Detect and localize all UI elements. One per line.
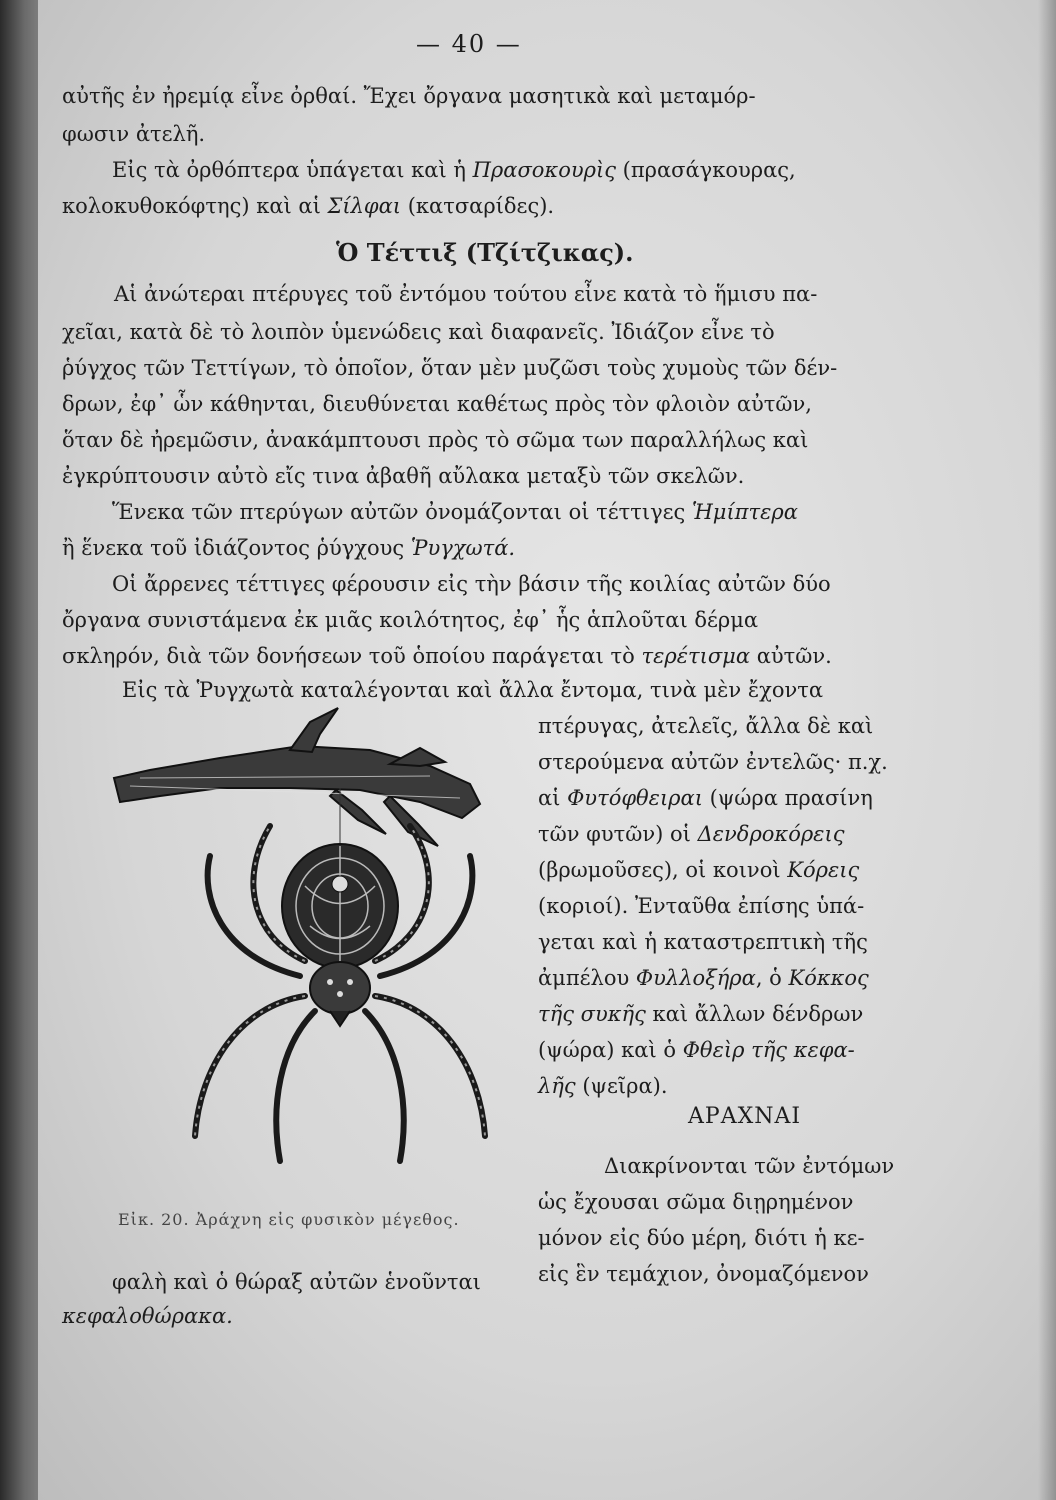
- italic-term: Κόκκος: [788, 966, 869, 990]
- text-line: αὐτῆς ἐν ἠρεμίᾳ εἶνε ὀρθαί. Ἔχει ὄργανα μασητικὰ καὶ μεταμόρ-: [62, 84, 756, 108]
- text-line: Εἰς τὰ Ῥυγχωτὰ καταλέγονται καὶ ἄλλα ἔντομα, τινὰ μὲν ἔχοντα: [122, 678, 824, 702]
- text-line: σκληρόν, διὰ τῶν δονήσεων τοῦ ὁποίου παράγεται τὸ τερέτισμα αὐτῶν.: [62, 644, 832, 668]
- text-line: τῶν φυτῶν) οἱ Δενδροκόρεις: [538, 822, 845, 846]
- text-line: φαλὴ καὶ ὁ θώραξ αὐτῶν ἑνοῦνται: [112, 1270, 481, 1294]
- text-line: (ψώρα) καὶ ὁ Φθεὶρ τῆς κεφα-: [538, 1038, 855, 1062]
- text-line: κολοκυθοκόφτης) καὶ αἱ Σίλφαι (κατσαρίδες).: [62, 194, 555, 218]
- text-line: πτέρυγας, ἀτελεῖς, ἄλλα δὲ καὶ: [538, 714, 874, 738]
- page-number: — 40 —: [416, 30, 522, 58]
- text-line: στερούμενα αὐτῶν ἐντελῶς· π.χ.: [538, 750, 888, 774]
- text-line: Οἱ ἄρρενες τέττιγες φέρουσιν εἰς τὴν βάσιν τῆς κοιλίας αὐτῶν δύο: [112, 572, 831, 596]
- text-line: [62, 1306, 233, 1327]
- text-line: μόνον εἰς δύο μέρη, διότι ἡ κε-: [538, 1226, 865, 1250]
- section-heading-arachnai: ΑΡΑΧΝΑΙ: [688, 1104, 802, 1129]
- text-line: φωσιν ἀτελῆ.: [62, 122, 206, 146]
- text-line: ὄργανα συνιστάμενα ἐκ μιᾶς κοιλότητος, ἐφ᾽ ἧς ἁπλοῦται δέρμα: [62, 608, 759, 632]
- text-line: τῆς συκῆς καὶ ἄλλων δένδρων: [538, 1002, 864, 1026]
- text-line: εἰς ἓν τεμάχιον, ὀνομαζόμενον: [538, 1262, 869, 1286]
- text-line: ἀμπέλου Φυλλοξήρα, ὁ Κόκκος: [538, 966, 869, 990]
- text-line: ῥύγχος τῶν Τεττίγων, τὸ ὁποῖον, ὅταν μὲν μυζῶσι τοὺς χυμοὺς τῶν δέν-: [62, 356, 838, 380]
- italic-term: Δενδροκόρεις: [697, 822, 845, 846]
- italic-term: κεφαλοθώρακα.: [62, 1304, 233, 1328]
- text-line: ὅταν δὲ ἠρεμῶσιν, ἀνακάμπτουσι πρὸς τὸ σῶμα των παραλλήλως καὶ: [62, 428, 809, 452]
- page-edge: [1038, 0, 1056, 1500]
- section-title: Ὁ Τέττιξ (Τζίτζικας).: [336, 238, 634, 267]
- italic-term: λῆς: [538, 1074, 576, 1098]
- text-line: δρων, ἐφ᾽ ὧν κάθηνται, διευθύνεται καθέτως πρὸς τὸν φλοιὸν αὐτῶν,: [62, 392, 812, 416]
- text-line: γεται καὶ ἡ καταστρεπτικὴ τῆς: [538, 930, 868, 954]
- text-line: Διακρίνονται τῶν ἐντόμων: [604, 1154, 895, 1178]
- italic-term: Κόρεις: [787, 858, 860, 882]
- spider-drawing: [100, 706, 530, 1176]
- text-line: (κοριοί). Ἐνταῦθα ἐπίσης ὑπά-: [538, 894, 865, 918]
- spider-illustration: [100, 706, 530, 1176]
- book-page: [38, 0, 1056, 1500]
- text-line: ἢ ἕνεκα τοῦ ἰδιάζοντος ῥύγχους Ῥυγχωτά.: [62, 536, 516, 560]
- italic-term: τῆς συκῆς: [538, 1002, 646, 1026]
- italic-term: Ἡμίπτερα: [691, 500, 798, 524]
- italic-term: Πρασοκουρὶς: [472, 158, 616, 182]
- italic-term: Ῥυγχωτά.: [410, 536, 516, 560]
- text-line: Αἱ ἀνώτεραι πτέρυγες τοῦ ἐντόμου τούτου εἶνε κατὰ τὸ ἥμισυ πα-: [114, 282, 818, 306]
- italic-term: τερέτισμα: [641, 644, 751, 668]
- text-line: ὡς ἔχουσαι σῶμα διῃρημένον: [538, 1190, 854, 1214]
- text-line: αἱ Φυτόφθειραι (ψώρα πρασίνη: [538, 786, 873, 810]
- italic-term: Σίλφαι: [327, 194, 402, 218]
- text-line: Ἕνεκα τῶν πτερύγων αὐτῶν ὀνομάζονται οἱ τέττιγες Ἡμίπτερα: [112, 500, 798, 524]
- italic-term: Φυλλοξήρα: [635, 966, 756, 990]
- text-line: χεῖαι, κατὰ δὲ τὸ λοιπὸν ὑμενώδεις καὶ διαφανεῖς. Ἰδιάζον εἶνε τὸ: [62, 320, 775, 344]
- text-line: Εἰς τὰ ὀρθόπτερα ὑπάγεται καὶ ἡ Πρασοκουρὶς (πρασάγκουρας,: [112, 158, 796, 182]
- text-line: λῆς (ψεῖρα).: [538, 1074, 668, 1098]
- text-line: (βρωμοῦσες), οἱ κοινοὶ Κόρεις: [538, 858, 860, 882]
- text-line: ἐγκρύπτουσιν αὐτὸ εἴς τινα ἀβαθῆ αὔλακα μεταξὺ τῶν σκελῶν.: [62, 464, 745, 488]
- figure-caption: Εἰκ. 20. Ἀράχνη εἰς φυσικὸν μέγεθος.: [118, 1210, 460, 1229]
- italic-term: Φυτόφθειραι: [567, 786, 703, 810]
- italic-term: Φθεὶρ τῆς κεφα-: [682, 1038, 855, 1062]
